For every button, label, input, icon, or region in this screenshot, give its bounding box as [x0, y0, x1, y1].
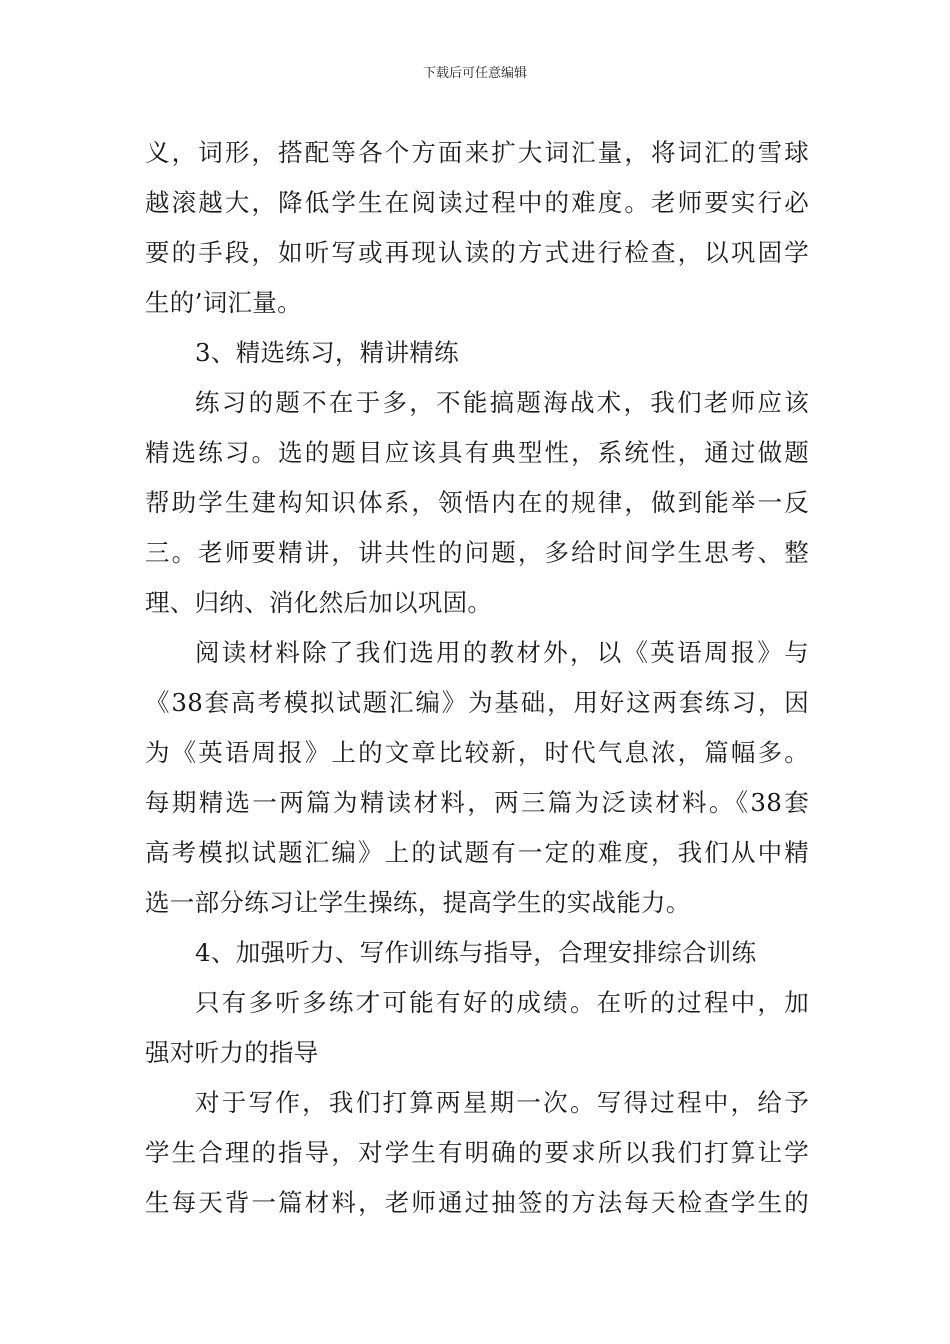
- paragraph-line: 生每天背一篇材料，老师通过抽签的方法每天检查学生的: [145, 1188, 809, 1217]
- paragraph-line: 练习的题不在于多，不能搞题海战术，我们老师应该: [195, 388, 809, 417]
- paragraph-line: 每期精选一两篇为精读材料，两三篇为泛读材料。《38套: [145, 788, 809, 817]
- paragraph-line: 越滚越大，降低学生在阅读过程中的难度。老师要实行必: [145, 188, 809, 217]
- paragraph: [145, 1078, 809, 1228]
- paragraph-line: 选一部分练习让学生操练，提高学生的实战能力。: [145, 888, 691, 917]
- paragraph-line: 3、精选练习，精讲精练: [195, 338, 459, 367]
- paragraph-line: 生的’词汇量。: [145, 288, 302, 317]
- document-body: [145, 128, 809, 1228]
- paragraph: [145, 328, 809, 378]
- paragraph: [145, 378, 809, 628]
- paragraph: [145, 628, 809, 928]
- paragraph-line: 为《英语周报》上的文章比较新，时代气息浓，篇幅多。: [145, 738, 809, 767]
- paragraph-line: 强对听力的指导: [145, 1038, 319, 1067]
- paragraph-line: 只有多听多练才可能有好的成绩。在听的过程中，加: [195, 988, 809, 1017]
- paragraph: [145, 928, 809, 978]
- paragraph: [145, 978, 809, 1078]
- paragraph-line: 理、归纳、消化然后加以巩固。: [145, 588, 493, 617]
- page-header: 下载后可任意编辑: [422, 66, 527, 81]
- paragraph-line: 要的手段，如听写或再现认读的方式进行检查，以巩固学: [145, 238, 809, 267]
- paragraph-line: 4、加强听力、写作训练与指导，合理安排综合训练: [195, 938, 757, 967]
- paragraph-line: 对于写作，我们打算两星期一次。写得过程中，给予: [195, 1088, 809, 1117]
- paragraph-line: 三。老师要精讲，讲共性的问题，多给时间学生思考、整: [145, 538, 809, 567]
- paragraph-line: 精选练习。选的题目应该具有典型性，系统性，通过做题: [145, 438, 809, 467]
- paragraph-line: 帮助学生建构知识体系，领悟内在的规律，做到能举一反: [145, 488, 809, 517]
- paragraph-line: 阅读材料除了我们选用的教材外，以《英语周报》与: [195, 638, 809, 667]
- paragraph-line: 《38套高考模拟试题汇编》为基础，用好这两套练习，因: [145, 688, 809, 717]
- paragraph-line: 高考模拟试题汇编》上的试题有一定的难度，我们从中精: [145, 838, 809, 867]
- paragraph-line: 学生合理的指导，对学生有明确的要求所以我们打算让学: [145, 1138, 809, 1167]
- paragraph-line: 义，词形，搭配等各个方面来扩大词汇量，将词汇的雪球: [145, 138, 809, 167]
- paragraph: [145, 128, 809, 328]
